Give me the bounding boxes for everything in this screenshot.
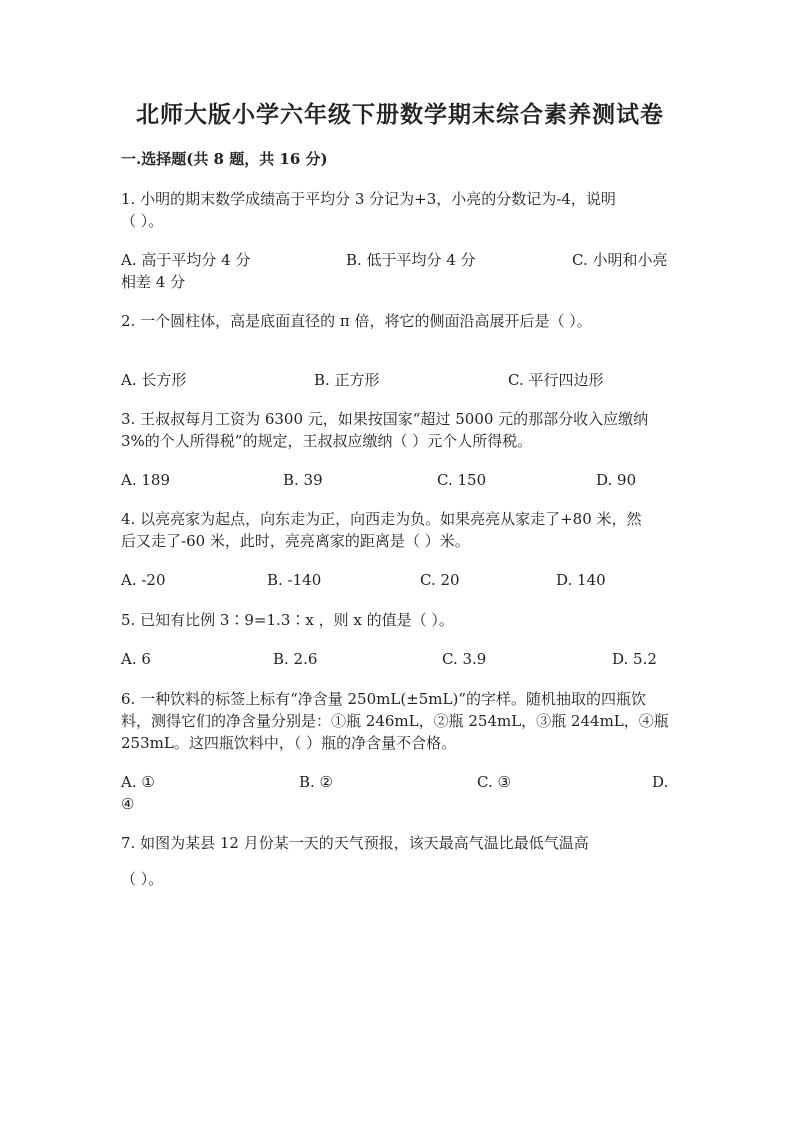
option-b[interactable]: B. 低于平均分 4 分 — [346, 251, 476, 269]
question-text-line: 4. 以亮亮家为起点，向东走为正，向西走为负。如果亮亮从家走了+80 米，然 — [121, 510, 642, 528]
question-text-line: 1. 小明的期末数学成绩高于平均分 3 分记为+3，小亮的分数记为-4，说明 — [121, 190, 616, 208]
question-text-line: 后又走了-60 米，此时，亮亮离家的距离是（ ）米。 — [121, 532, 470, 550]
option-c[interactable]: C. 平行四边形 — [508, 371, 604, 389]
option-c[interactable]: C. ③ — [477, 773, 511, 791]
option-b[interactable]: B. ② — [299, 773, 334, 791]
option-d[interactable]: D. 90 — [596, 471, 637, 489]
question-text-line: 5. 已知有比例 3∶9=1.3∶x ，则 x 的值是（ ）。 — [121, 611, 454, 629]
page-title: 北师大版小学六年级下册数学期末综合素养测试卷 — [136, 101, 664, 128]
option-c[interactable]: C. 3.9 — [442, 650, 487, 668]
section-heading: 一.选择题(共 8 题，共 16 分) — [121, 150, 328, 168]
option-d[interactable]: D. — [652, 773, 669, 791]
option-a[interactable]: A. 6 — [121, 650, 151, 668]
option-b[interactable]: B. 正方形 — [314, 371, 380, 389]
option-c[interactable]: C. 20 — [420, 571, 460, 589]
option-c-continued: 相差 4 分 — [121, 273, 186, 291]
option-a[interactable]: A. ① — [121, 773, 155, 791]
question-text-line: 2. 一个圆柱体，高是底面直径的 π 倍，将它的侧面沿高展开后是（ ）。 — [121, 312, 592, 330]
question-text-line: 7. 如图为某县 12 月份某一天的天气预报，该天最高气温比最低气温高 — [121, 834, 589, 852]
option-c[interactable]: C. 小明和小亮 — [572, 251, 668, 269]
option-a[interactable]: A. 高于平均分 4 分 — [121, 251, 251, 269]
question-text-line: （ ）。 — [121, 870, 164, 888]
question-text-line: 料，测得它们的净含量分别是：①瓶 246mL，②瓶 254mL，③瓶 244mL，④瓶 — [121, 712, 669, 730]
option-d-continued: ④ — [121, 795, 135, 813]
option-b[interactable]: B. -140 — [267, 571, 322, 589]
option-a[interactable]: A. -20 — [121, 571, 166, 589]
option-b[interactable]: B. 2.6 — [273, 650, 318, 668]
option-a[interactable]: A. 189 — [121, 471, 170, 489]
option-a[interactable]: A. 长方形 — [121, 371, 187, 389]
option-d[interactable]: D. 140 — [556, 571, 606, 589]
option-c[interactable]: C. 150 — [437, 471, 487, 489]
option-b[interactable]: B. 39 — [283, 471, 323, 489]
question-text-line: 3. 王叔叔每月工资为 6300 元，如果按国家“超过 5000 元的那部分收入应缴纳 — [121, 410, 649, 428]
question-text-line: 3%的个人所得税”的规定，王叔叔应缴纳（ ）元个人所得税。 — [121, 432, 533, 450]
question-text-line: 6. 一种饮料的标签上标有“净含量 250mL(±5mL)”的字样。随机抽取的四瓶饮 — [121, 690, 647, 708]
question-text-line: 253mL。这四瓶饮料中，（ ）瓶的净含量不合格。 — [121, 734, 457, 752]
question-text-line: （ ）。 — [121, 212, 164, 230]
option-d[interactable]: D. 5.2 — [612, 650, 657, 668]
